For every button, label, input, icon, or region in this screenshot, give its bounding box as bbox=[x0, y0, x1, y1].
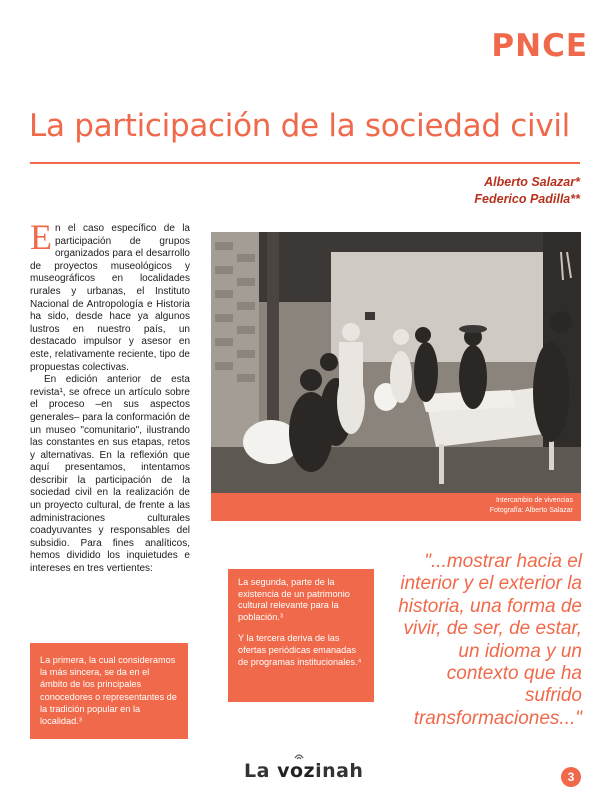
callout-text: La primera, la cual consideramos la más sincera, se da en el ámbito de los principales conocedores o representantes de la tradición popular en la localidad.³ bbox=[40, 655, 177, 727]
page-title: La participación de la sociedad civil bbox=[28, 108, 570, 144]
photo-caption bbox=[490, 496, 573, 516]
callout-box-first bbox=[30, 643, 188, 739]
author-name: Federico Padilla** bbox=[474, 192, 580, 206]
meeting-photo bbox=[211, 232, 581, 493]
logo-voz: voz bbox=[277, 760, 316, 782]
article-body bbox=[30, 217, 190, 576]
paragraph-text: n el caso específico de la participación de grupos organizados para el desarrollo de proyectos museológicos y museográficos en localidades rurales y urbanas, el Instituto Nacional de Antropología e Historia ha sido, desde hace ya algunos lustros en nuestro país, un destacado impulsor y asesor en este, relativamente reciente, tipo de propuestas colectivas. bbox=[30, 223, 190, 373]
pnce-brand: PNCE bbox=[491, 28, 588, 64]
author-list bbox=[474, 174, 580, 208]
body-paragraph: En edición anterior de esta revista¹, se ofrece un artículo sobre el proceso –en sus aspectos generales– para la conformación de un museo "comunitario", ilustrando las constantes en sus etapas, retos y alternativas. En la reflexión que aquí presentamos, intentamos describir la participación de la sociedad civil en la realización de un proyecto cultural, de frente a las administraciones culturales coadyuvantes y responsables del subsidio. Para fines analíticos, hemos dividido los inquietudes e intereses en tres vertientes: bbox=[30, 374, 190, 575]
signal-icon bbox=[294, 752, 304, 760]
pull-quote: "...mostrar hacia el interior y el exterior la historia, una forma de vivir, de ser, de estar, un idioma y un contexto que ha sufrido transformaciones..." bbox=[398, 551, 582, 729]
title-divider bbox=[30, 162, 580, 164]
callout-text: La segunda, parte de la existencia de un patrimonio cultural relevante para la población.³ bbox=[238, 577, 350, 622]
logo-la: La bbox=[244, 760, 270, 782]
body-paragraph bbox=[30, 217, 190, 374]
callout-box-second bbox=[228, 569, 374, 702]
caption-line: Intercambio de vivencias bbox=[495, 497, 573, 504]
logo-inah: inah bbox=[315, 760, 364, 782]
dropcap: E bbox=[30, 217, 52, 257]
callout-text: Y la tercera deriva de las ofertas periódicas emanadas de programas institucionales.⁴ bbox=[238, 633, 362, 667]
author-name: Alberto Salazar* bbox=[484, 175, 580, 189]
caption-credit: Fotografía: Alberto Salazar bbox=[489, 507, 573, 514]
photo-illustration bbox=[211, 232, 581, 493]
page-number: 3 bbox=[561, 767, 581, 787]
voz-inah-logo bbox=[244, 760, 363, 782]
photo-caption-bar bbox=[211, 493, 581, 521]
